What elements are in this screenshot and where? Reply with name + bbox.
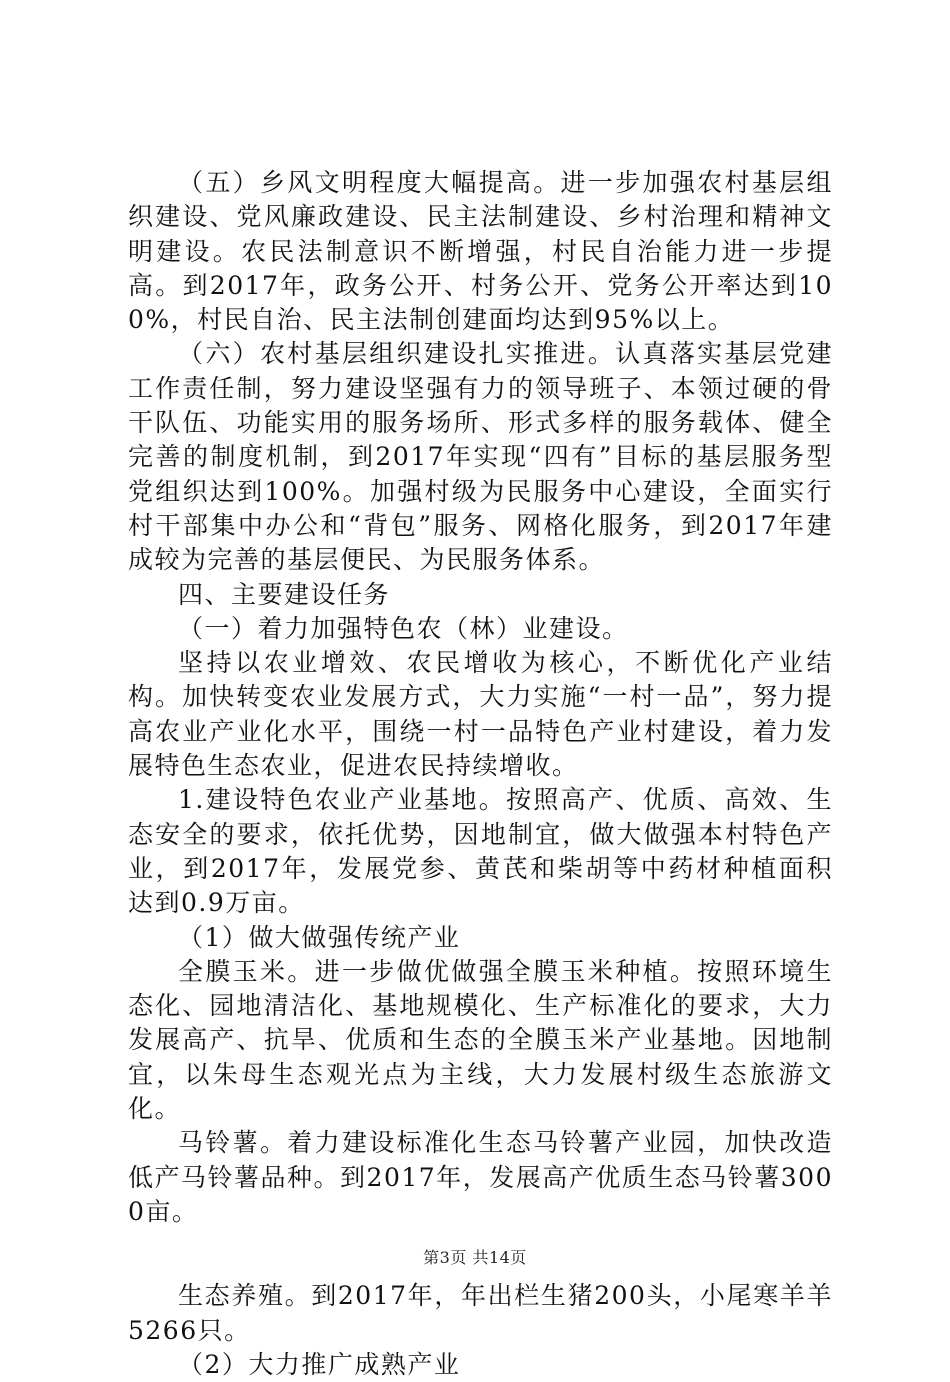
paragraph-potato: 马铃薯。着力建设标准化生态马铃薯产业园，加快改造低产马铃薯品种。到2017年，发展高产优质生态马铃薯3000亩。 [128,1128,833,1226]
item-heading-traditional-industry: （1）做大做强传统产业 [178,922,461,952]
subsection-heading-agriculture: （一）着力加强特色农（林）业建设。 [178,613,629,643]
paragraph-industry-base: 1.建设特色农业产业基地。按照高产、优质、高效、生态安全的要求，依托优势，因地制宜，做大做强本村特色产业，到2017年，发展党参、黄芪和柴胡等中药材种植面积达到0.9万亩。 [128,785,833,918]
paragraph-corn: 全膜玉米。进一步做优做强全膜玉米种植。按照环境生态化、园地清洁化、基地规模化、生产标准化的要求，大力发展高产、抗旱、优质和生态的全膜玉米产业基地。因地制宜，以朱母生态观光点为主线，大力发展村级生态旅游文化。 [128,956,833,1124]
page-number-footer: 第3页 共14页 [423,1248,527,1267]
paragraph-rural-civilization: （五）乡风文明程度大幅提高。进一步加强农村基层组织建设、党风廉政建设、民主法制建设、乡村治理和精神文明建设。农民法制意识不断增强，村民自治能力进一步提高。到2017年，政务公开、村务公开、党务公开率达到100%，村民自治、民主法制创建面均达到95%以上。 [128,168,833,335]
section-heading-main-tasks: 四、主要建设任务 [178,579,391,609]
paragraph-grassroots-organization: （六）农村基层组织建设扎实推进。认真落实基层党建工作责任制，努力建设坚强有力的领导班子、本领过硬的骨干队伍、功能实用的服务场所、形式多样的服务载体、健全完善的制度机制，到2017年实现“四有”目标的基层服务型党组织达到100%。加强村级为民服务中心建设，全面实行村干部集中办公和“背包”服务、网格化服务，到2017年建成较为完善的基层便民、为民服务体系。 [128,339,833,575]
document-body [128,166,833,1382]
paragraph-agriculture-overview: 坚持以农业增效、农民增收为核心，不断优化产业结构。加快转变农业发展方式，大力实施“一村一品”，努力提高农业产业化水平，围绕一村一品特色产业村建设，着力发展特色生态农业，促进农民持续增收。 [128,648,833,781]
item-heading-mature-industry: （2）大力推广成熟产业 [178,1349,461,1379]
paragraph-livestock: 生态养殖。到2017年，年出栏生猪200头，小尾寒羊羊5266只。 [128,1281,833,1345]
